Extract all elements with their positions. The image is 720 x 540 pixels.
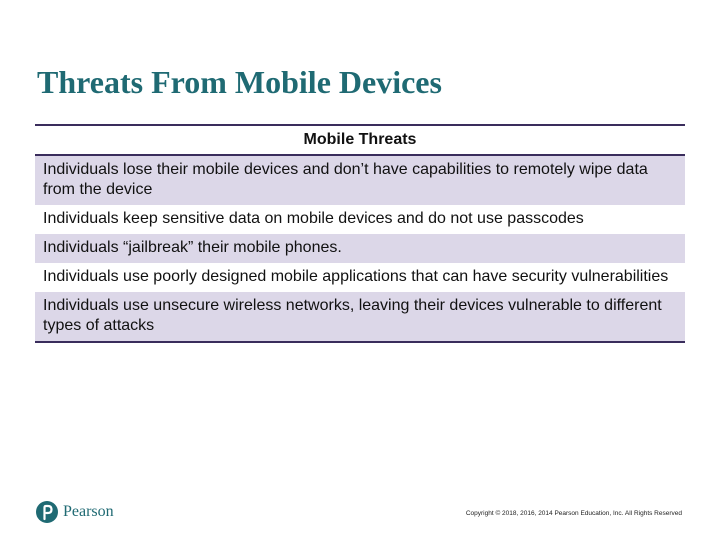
table-row (35, 205, 685, 234)
copyright-notice: Copyright © 2018, 2016, 2014 Pearson Education, Inc. All Rights Reserved (465, 510, 682, 517)
table-header-row (35, 125, 685, 155)
table-cell: Individuals “jailbreak” their mobile phones. (35, 234, 685, 263)
pearson-logo-text: Pearson (63, 503, 114, 520)
pearson-logo (36, 501, 114, 523)
table-row (35, 155, 685, 205)
slide-title: Threats From Mobile Devices (37, 64, 442, 100)
pearson-logo-icon (36, 501, 58, 523)
table-cell: Individuals lose their mobile devices and don’t have capabilities to remotely wipe data from the device (35, 155, 685, 205)
table-cell: Individuals keep sensitive data on mobile devices and do not use passcodes (35, 205, 685, 234)
table-cell: Individuals use unsecure wireless networks, leaving their devices vulnerable to different types of attacks (35, 292, 685, 342)
table-row (35, 292, 685, 342)
table-row (35, 263, 685, 292)
table-row (35, 234, 685, 263)
table-header-mobile-threats: Mobile Threats (35, 125, 685, 155)
threats-table (35, 124, 685, 343)
table-cell: Individuals use poorly designed mobile applications that can have security vulnerabilities (35, 263, 685, 292)
